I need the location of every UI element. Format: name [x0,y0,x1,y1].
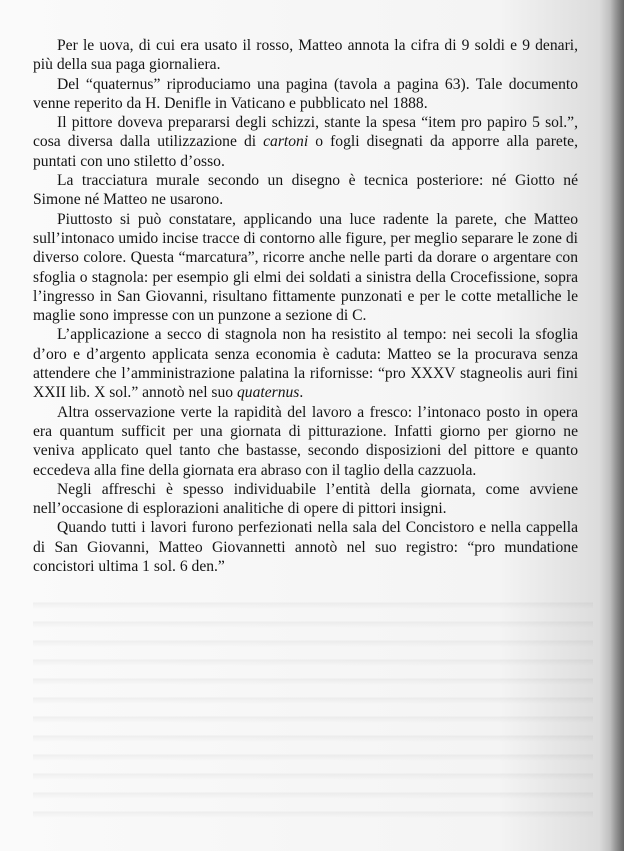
body-text [33,36,578,576]
text-run: . [299,384,304,402]
paragraph [33,325,578,402]
text-run: Per le uova, di cui era usato il rosso, Matteo annota la cifra di 9 soldi e 9 denari, più della sua paga giornaliera. [33,37,578,74]
paragraph [33,210,578,326]
paragraph [33,480,578,519]
paragraph [33,403,578,480]
text-run: Altra osservazione verte la rapidità del lavoro a fresco: l’intonaco posto in opera era quantum sufficit per una giornata di pitturazione. Infatti giorno per giorno ne veniva applicato quel tanto che bastasse, secondo disposizioni del pittore e quanto eccedeva alla fine della giornata era abraso con il taglio della cazzuola. [33,403,578,479]
text-run: Quando tutti i lavori furono perfezionati nella sala del Concistoro e nella cappella di San Giovanni, Matteo Giovannetti annotò nel suo registro: “pro mundatione concistori ultima 1 sol. 6 den.” [33,519,578,576]
paragraph [33,171,578,210]
italic-term: quaternus [237,384,300,402]
text-run: Del “quaternus” riproduciamo una pagina (tavola a pagina 63). Tale documento venne reperito da H. Denifle in Vaticano e pubblicato nel 1888. [33,75,578,112]
show-through-texture [33,590,593,820]
text-run: Piuttosto si può constatare, applicando una luce radente la parete, che Matteo sull’intonaco umido incise tracce di contorno alle figure, per meglio separare le zone di diverso colore. Questa “marcatura”, ricorre anche nelle parti da dorare o argentare con sfoglia o stagnola: per esempio gli elmi dei soldati a sinistra della Crocefissione, sopra l’ingresso in San Giovanni, risultano fittamente punzonati e per le cotte metalliche le maglie sono impresse con un punzone a sezione di C. [33,210,578,325]
text-run: La tracciatura murale secondo un disegno è tecnica posteriore: né Giotto né Simone né Matteo ne usarono. [33,172,578,209]
paragraph [33,518,578,576]
page-edge-shadow [610,0,624,851]
text-run: L’applicazione a secco di stagnola non ha resistito al tempo: nei secoli la sfoglia d’oro e d’argento applicata senza economia è caduta: Matteo se la procurava senza attendere che l’amministrazione palatina la rifornisse: “pro XXXV stagneolis auri fini XXII lib. X sol.” annotò nel suo [33,326,578,402]
text-run: o fogli disegnati da apporre alla parete, puntati con uno stiletto d’osso. [33,133,578,170]
paragraph [33,36,578,75]
text-run: Negli affreschi è spesso individuabile l’entità della giornata, come avviene nell’occasione di esplorazioni analitiche di opere di pittori insigni. [33,480,578,518]
italic-term: cartoni [263,133,309,151]
paragraph [33,113,578,171]
paragraph [33,75,578,114]
text-run: Il pittore doveva prepararsi degli schizzi, stante la spesa “item pro papiro 5 sol.”, cosa diversa dalla utilizzazione di [33,114,578,151]
